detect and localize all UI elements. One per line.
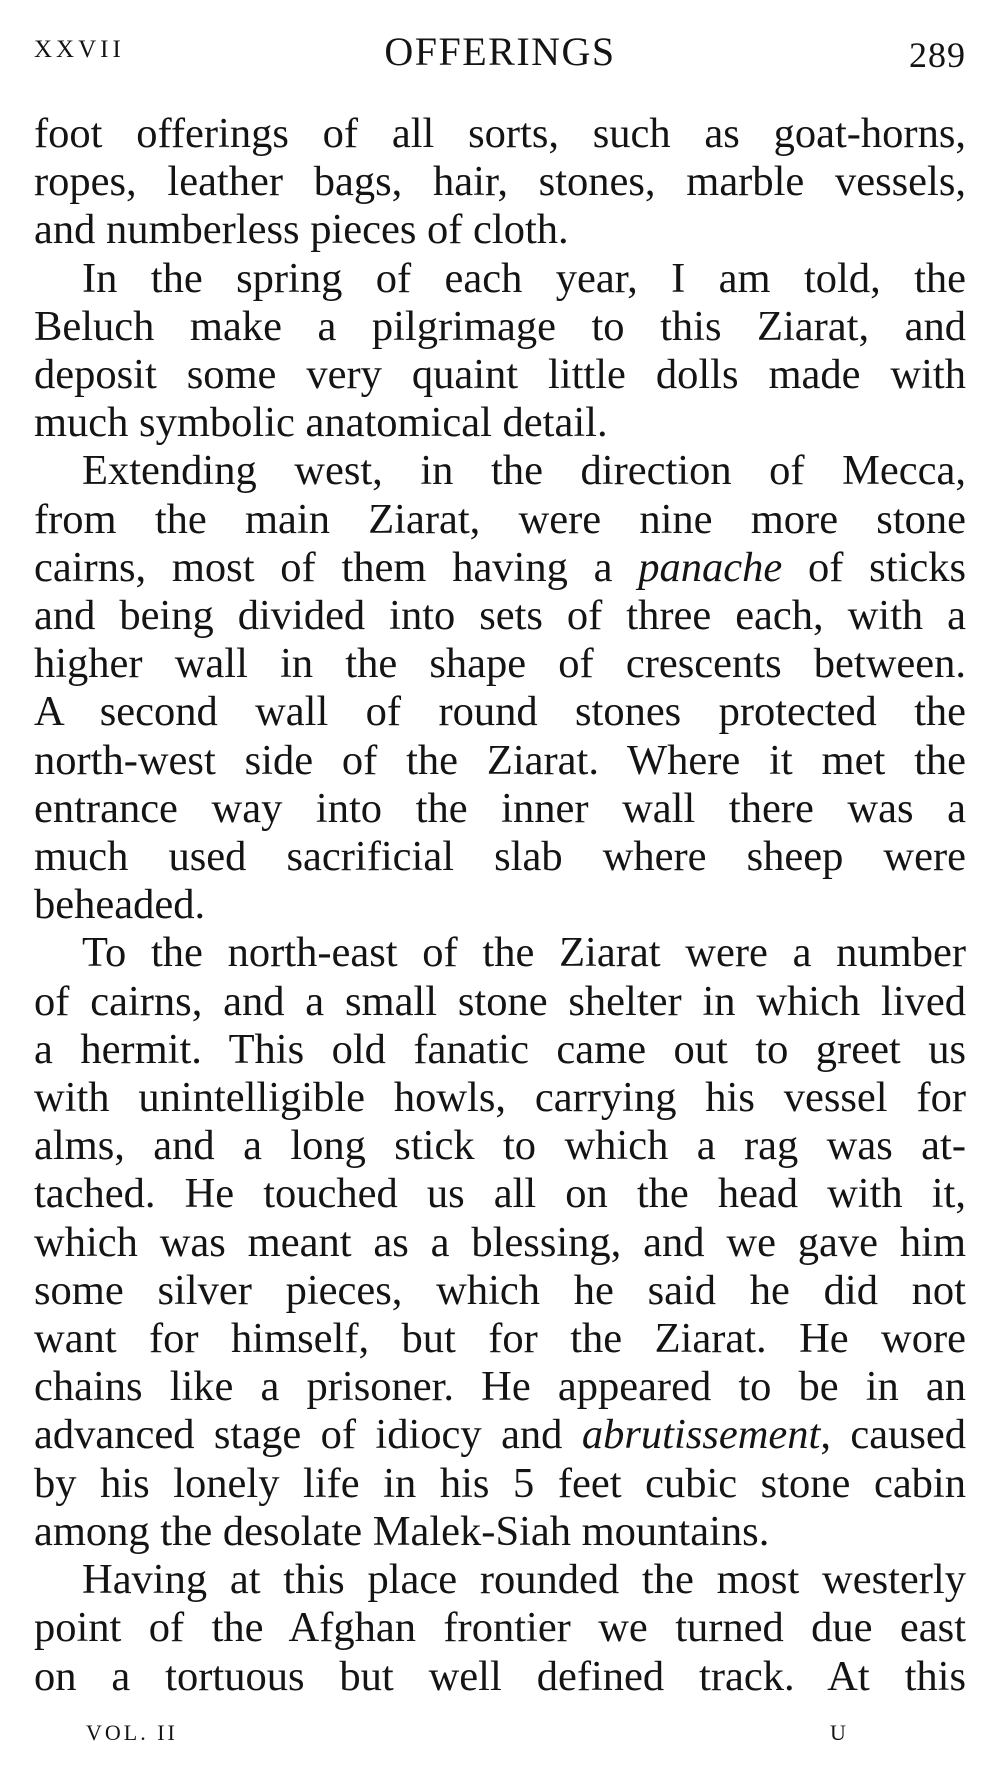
text-line: much used sacrificial slab where sheep were [34,833,966,881]
text-line: and numberless pieces of cloth. [34,206,569,254]
text-line: advanced stage of idiocy and abrutissement, caused [34,1411,966,1459]
text-line: on a tortuous but well defined track. At this [34,1652,966,1700]
text-line: alms, and a long stick to which a rag was at- [34,1122,966,1170]
text-line: want for himself, but for the Ziarat. He wore [34,1315,966,1363]
italic-term: panache [638,543,783,591]
paragraph [34,1556,966,1701]
chapter-number: XXVII [34,36,125,63]
text-line: higher wall in the shape of crescents between. [34,640,966,688]
text-line: some silver pieces, which he said he did not [34,1266,966,1314]
text-line: To the north-east of the Ziarat were a number [82,929,966,977]
text-line: chains like a prisoner. He appeared to be in an [34,1363,966,1411]
text-line: by his lonely life in his 5 feet cubic stone cabin [34,1459,966,1507]
paragraph [34,447,966,929]
text-line: cairns, most of them having a panache of sticks [34,543,966,591]
text-line: of cairns, and a small stone shelter in which lived [34,977,966,1025]
text-line: In the spring of each year, I am told, the [82,254,966,302]
body-text [34,110,966,1701]
page-title: OFFERINGS [384,29,616,74]
text-line: point of the Afghan frontier we turned due east [34,1604,966,1652]
page-footer [34,1720,966,1754]
page-header [34,28,966,84]
text-line: Beluch make a pilgrimage to this Ziarat, and [34,302,966,350]
paragraph [34,929,966,1556]
italic-term: abrutissement [581,1411,821,1459]
text-line: north-west side of the Ziarat. Where it met the [34,736,966,784]
text-line: Having at this place rounded the most westerly [82,1556,966,1604]
text-line: A second wall of round stones protected the [34,688,966,736]
text-line: entrance way into the inner wall there was a [34,784,966,832]
text-line: with unintelligible howls, carrying his vessel for [34,1074,966,1122]
text-line: from the main Ziarat, were nine more stone [34,495,966,543]
text-line: which was meant as a blessing, and we gave him [34,1218,966,1266]
text-line: foot offerings of all sorts, such as goat-horns, [34,110,966,157]
text-line: much symbolic anatomical detail. [34,399,608,447]
paragraph [34,255,966,448]
page-number: 289 [909,35,966,75]
volume-label: VOL. II [86,1720,178,1745]
text-line: and being divided into sets of three each, with a [34,592,966,640]
text-line: tached. He touched us all on the head with it, [34,1170,966,1218]
text-line: beheaded. [34,881,206,929]
text-line: deposit some very quaint little dolls made with [34,351,966,399]
signature-mark: U [830,1720,848,1745]
text-line: among the desolate Malek-Siah mountains. [34,1507,770,1555]
text-line: a hermit. This old fanatic came out to greet us [34,1025,966,1073]
paragraph [34,110,966,255]
text-line: Extending west, in the direction of Mecca, [82,447,966,495]
text-line: ropes, leather bags, hair, stones, marble vessels, [34,158,966,206]
